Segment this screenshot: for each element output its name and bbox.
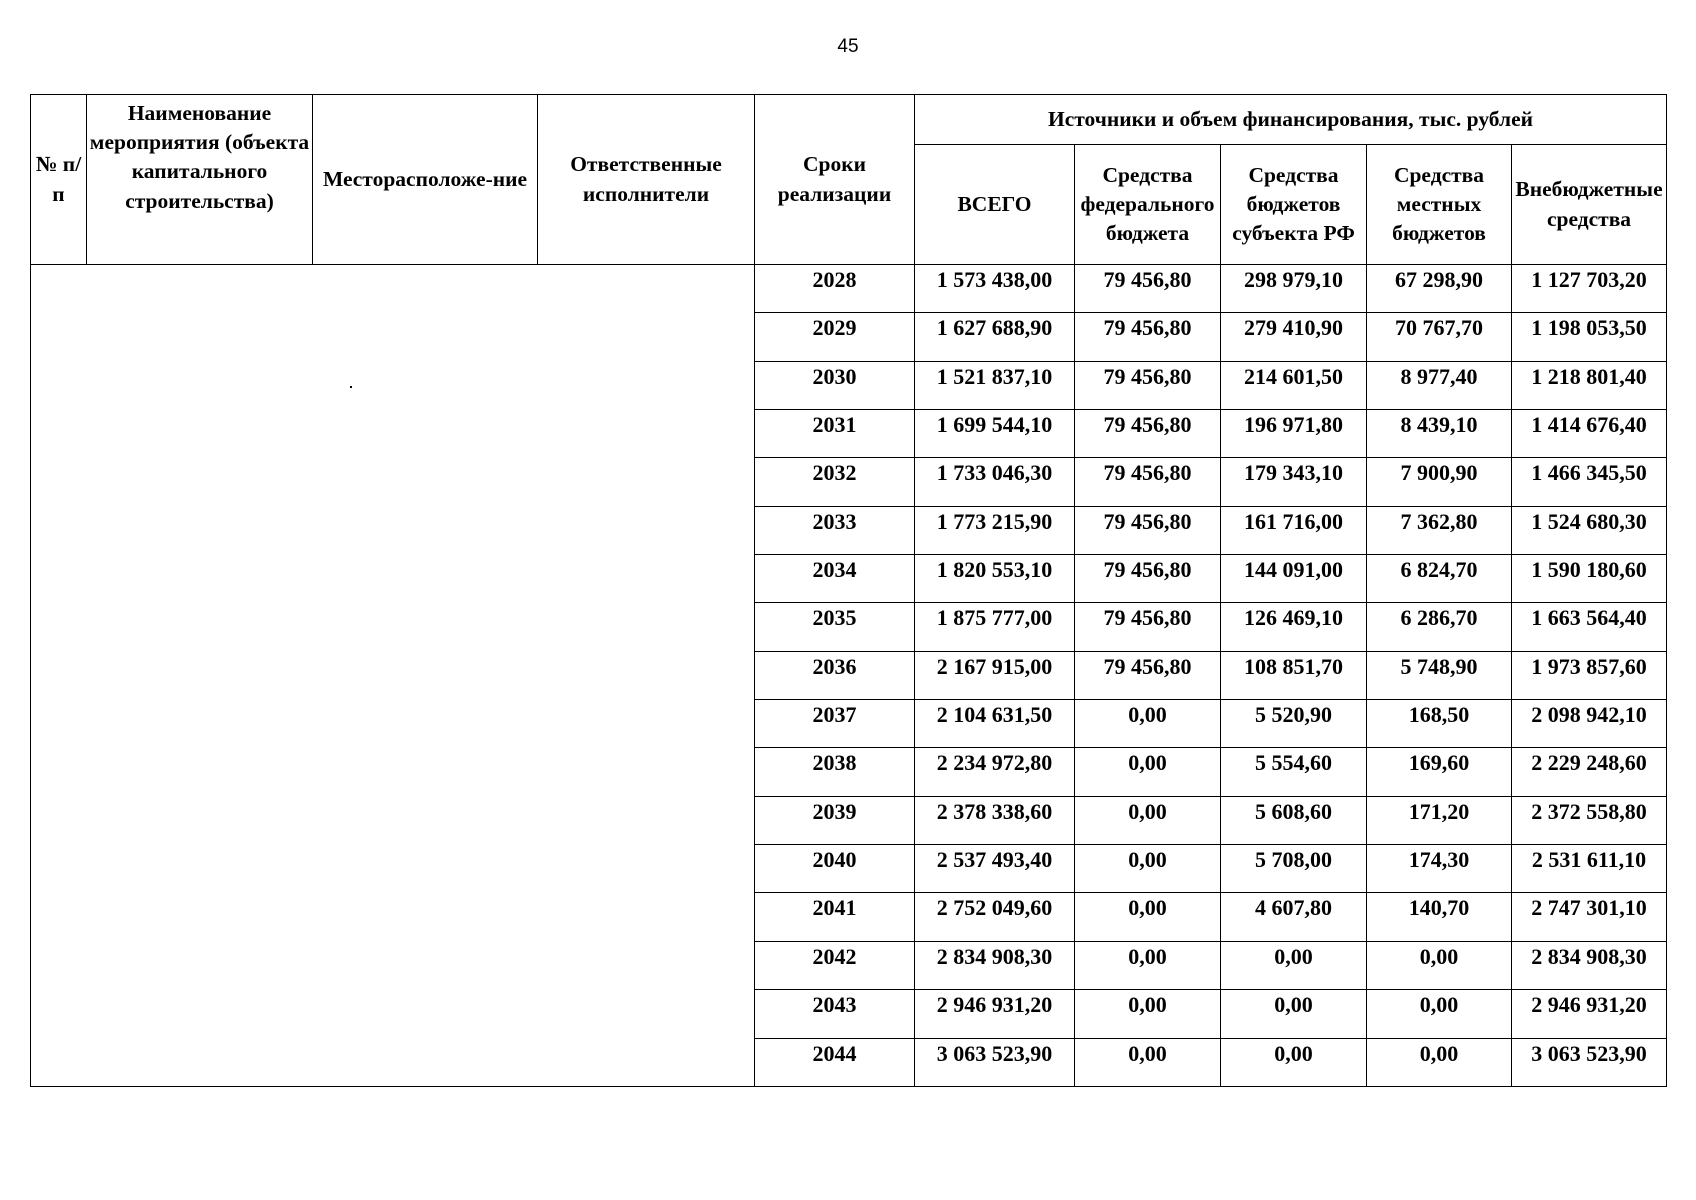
cell-federal: 0,00: [1075, 893, 1221, 941]
cell-total: 2 234 972,80: [915, 748, 1075, 796]
cell-total: 2 167 915,00: [915, 651, 1075, 699]
cell-regional: 279 410,90: [1221, 313, 1367, 361]
cell-total: 2 752 049,60: [915, 893, 1075, 941]
header-total: ВСЕГО: [915, 145, 1075, 265]
cell-federal: 0,00: [1075, 700, 1221, 748]
cell-total: 1 573 438,00: [915, 265, 1075, 313]
cell-regional: 0,00: [1221, 1038, 1367, 1087]
cell-extra: 2 531 611,10: [1512, 845, 1667, 893]
cell-year: 2042: [755, 941, 915, 989]
cell-local: 7 900,90: [1367, 458, 1512, 506]
cell-local: 0,00: [1367, 941, 1512, 989]
cell-total: 2 537 493,40: [915, 845, 1075, 893]
header-extra: Внебюджетные средства: [1512, 145, 1667, 265]
cell-regional: 4 607,80: [1221, 893, 1367, 941]
cell-federal: 79 456,80: [1075, 555, 1221, 603]
cell-regional: 5 520,90: [1221, 700, 1367, 748]
cell-federal: 79 456,80: [1075, 410, 1221, 458]
header-num: № п/п: [31, 95, 87, 265]
cell-total: 2 378 338,60: [915, 796, 1075, 844]
stray-mark: [350, 386, 352, 388]
cell-local: 6 824,70: [1367, 555, 1512, 603]
cell-year: 2039: [755, 796, 915, 844]
cell-extra: 3 063 523,90: [1512, 1038, 1667, 1087]
cell-total: 1 521 837,10: [915, 361, 1075, 409]
cell-total: 1 875 777,00: [915, 603, 1075, 651]
header-funding-group: Источники и объем финансирования, тыс. рублей: [915, 95, 1667, 145]
cell-federal: 0,00: [1075, 845, 1221, 893]
cell-local: 169,60: [1367, 748, 1512, 796]
cell-local: 67 298,90: [1367, 265, 1512, 313]
cell-total: 1 699 544,10: [915, 410, 1075, 458]
header-regional: Средства бюджетов субъекта РФ: [1221, 145, 1367, 265]
cell-year: 2041: [755, 893, 915, 941]
cell-extra: 2 834 908,30: [1512, 941, 1667, 989]
cell-local: 5 748,90: [1367, 651, 1512, 699]
cell-total: 3 063 523,90: [915, 1038, 1075, 1087]
cell-local: 8 977,40: [1367, 361, 1512, 409]
cell-extra: 1 663 564,40: [1512, 603, 1667, 651]
cell-local: 174,30: [1367, 845, 1512, 893]
cell-extra: 2 229 248,60: [1512, 748, 1667, 796]
cell-extra: 1 218 801,40: [1512, 361, 1667, 409]
cell-regional: 5 554,60: [1221, 748, 1367, 796]
cell-extra: 1 198 053,50: [1512, 313, 1667, 361]
cell-local: 168,50: [1367, 700, 1512, 748]
cell-local: 0,00: [1367, 990, 1512, 1038]
cell-federal: 0,00: [1075, 748, 1221, 796]
cell-federal: 0,00: [1075, 796, 1221, 844]
cell-local: 140,70: [1367, 893, 1512, 941]
cell-regional: 5 608,60: [1221, 796, 1367, 844]
cell-local: 8 439,10: [1367, 410, 1512, 458]
cell-year: 2044: [755, 1038, 915, 1087]
financing-table: [30, 94, 1667, 1087]
cell-extra: 2 098 942,10: [1512, 700, 1667, 748]
cell-regional: 108 851,70: [1221, 651, 1367, 699]
cell-total: 2 834 908,30: [915, 941, 1075, 989]
cell-federal: 79 456,80: [1075, 361, 1221, 409]
cell-federal: 79 456,80: [1075, 506, 1221, 554]
cell-regional: 161 716,00: [1221, 506, 1367, 554]
cell-extra: 2 946 931,20: [1512, 990, 1667, 1038]
cell-local: 6 286,70: [1367, 603, 1512, 651]
cell-extra: 1 127 703,20: [1512, 265, 1667, 313]
cell-extra: 1 414 676,40: [1512, 410, 1667, 458]
cell-local: 171,20: [1367, 796, 1512, 844]
cell-local: 0,00: [1367, 1038, 1512, 1087]
cell-regional: 126 469,10: [1221, 603, 1367, 651]
cell-federal: 0,00: [1075, 990, 1221, 1038]
cell-federal: 79 456,80: [1075, 313, 1221, 361]
merged-empty-cell: [31, 265, 755, 1087]
cell-federal: 79 456,80: [1075, 458, 1221, 506]
cell-local: 70 767,70: [1367, 313, 1512, 361]
cell-regional: 298 979,10: [1221, 265, 1367, 313]
cell-federal: 0,00: [1075, 941, 1221, 989]
cell-year: 2038: [755, 748, 915, 796]
header-name: Наименование мероприятия (объекта капитального строительства): [87, 95, 313, 265]
cell-total: 1 773 215,90: [915, 506, 1075, 554]
cell-year: 2029: [755, 313, 915, 361]
cell-year: 2034: [755, 555, 915, 603]
cell-year: 2043: [755, 990, 915, 1038]
cell-regional: 0,00: [1221, 941, 1367, 989]
cell-regional: 0,00: [1221, 990, 1367, 1038]
cell-total: 2 104 631,50: [915, 700, 1075, 748]
cell-total: 1 627 688,90: [915, 313, 1075, 361]
cell-year: 2040: [755, 845, 915, 893]
cell-extra: 2 747 301,10: [1512, 893, 1667, 941]
cell-federal: 79 456,80: [1075, 651, 1221, 699]
cell-regional: 179 343,10: [1221, 458, 1367, 506]
cell-year: 2028: [755, 265, 915, 313]
cell-year: 2031: [755, 410, 915, 458]
cell-year: 2037: [755, 700, 915, 748]
header-row-top: [31, 95, 1667, 145]
cell-extra: 1 590 180,60: [1512, 555, 1667, 603]
cell-year: 2032: [755, 458, 915, 506]
cell-year: 2030: [755, 361, 915, 409]
header-location: Месторасположе-ние: [313, 95, 538, 265]
cell-regional: 196 971,80: [1221, 410, 1367, 458]
cell-year: 2033: [755, 506, 915, 554]
cell-regional: 5 708,00: [1221, 845, 1367, 893]
cell-total: 2 946 931,20: [915, 990, 1075, 1038]
cell-extra: 2 372 558,80: [1512, 796, 1667, 844]
cell-regional: 214 601,50: [1221, 361, 1367, 409]
cell-federal: 79 456,80: [1075, 603, 1221, 651]
cell-local: 7 362,80: [1367, 506, 1512, 554]
cell-total: 1 820 553,10: [915, 555, 1075, 603]
cell-federal: 79 456,80: [1075, 265, 1221, 313]
cell-total: 1 733 046,30: [915, 458, 1075, 506]
table-row: [31, 265, 1667, 313]
cell-regional: 144 091,00: [1221, 555, 1367, 603]
header-federal: Средства федерального бюджета: [1075, 145, 1221, 265]
cell-extra: 1 973 857,60: [1512, 651, 1667, 699]
cell-federal: 0,00: [1075, 1038, 1221, 1087]
cell-extra: 1 524 680,30: [1512, 506, 1667, 554]
header-responsible: Ответственные исполнители: [538, 95, 755, 265]
header-period: Сроки реализации: [755, 95, 915, 265]
header-local: Средства местных бюджетов: [1367, 145, 1512, 265]
cell-year: 2035: [755, 603, 915, 651]
cell-year: 2036: [755, 651, 915, 699]
cell-extra: 1 466 345,50: [1512, 458, 1667, 506]
page-number: 45: [837, 36, 859, 57]
